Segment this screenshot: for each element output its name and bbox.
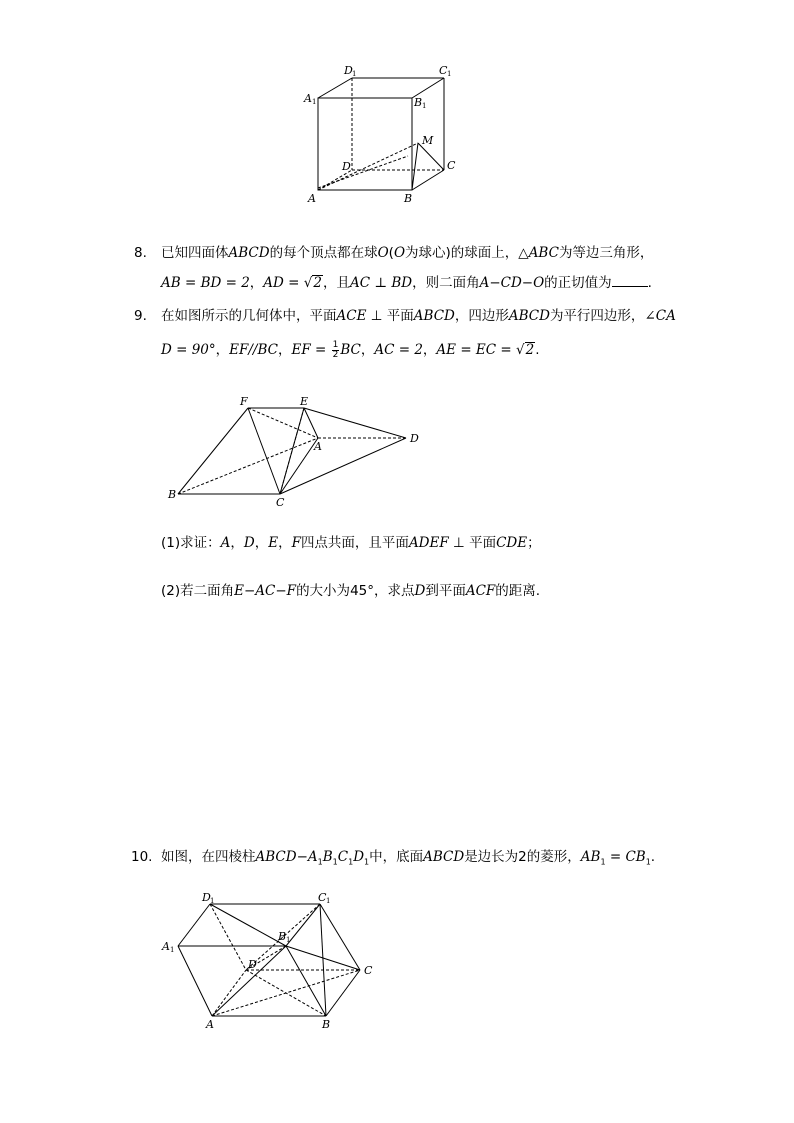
label-c: C [276,496,285,509]
label-e: E [300,395,309,408]
edge-b1-c1 [412,78,444,98]
figure-polyhedron [160,390,430,510]
svg-text:1: 1 [422,102,427,110]
question-8-line-2: AB = BD = 2，AD = √2，且AC ⊥ BD，则二面角A−CD−O的正切值为 . [161,275,652,291]
label-a: A [206,1018,214,1031]
question-9-part-2: (2)若二面角E−AC−F的大小为45°，求点D到平面ACF的距离. [161,583,541,599]
question-9-line-2: D = 90°，EF//BC，EF = $\frac{1}{2}$ BC，AC = 2，AE = EC = √2. [161,339,540,360]
label-b1: B [278,930,287,943]
label-f: F [240,395,248,408]
question-9-part-1: (1)求证：A，D，E，F四点共面，且平面ADEF ⊥ 平面CDE； [161,535,541,551]
edge-b-c [412,170,444,190]
label-b: B [322,1018,331,1031]
svg-text:1: 1 [447,70,452,78]
label-c1: C [439,64,448,77]
label-a: A [308,192,316,205]
label-d: D [342,160,351,173]
label-d1: D [344,64,353,77]
label-d: D [248,958,257,971]
svg-text:1: 1 [210,897,215,905]
label-a1: A [304,92,312,105]
svg-text:1: 1 [352,70,357,78]
label-m: M [422,134,434,147]
question-9-number: 9. [134,308,147,324]
label-d: D [410,432,419,445]
label-b: B [404,192,413,205]
label-d1: D [202,891,211,904]
svg-text:1: 1 [326,897,331,905]
answer-blank [612,274,648,287]
label-c: C [364,964,373,977]
fraction-one-half: $\frac{1}{2}$ [332,339,339,360]
edge-a-d-hidden [318,170,352,190]
figure-cube [300,60,470,210]
edge-a1-d1 [318,78,352,98]
label-b1: B [414,96,423,109]
svg-text:1: 1 [286,936,291,944]
label-c1: C [318,891,327,904]
question-8-line-1: 已知四面体ABCD的每个顶点都在球O(O为球心)的球面上，△ABC为等边三角形， [161,245,654,261]
label-b: B [168,488,177,501]
seg-m-c [418,143,444,170]
svg-text:1: 1 [312,98,317,106]
question-10-line-1: 如图，在四棱柱$ABCD-A_1B_1C_1D_1$中，底面ABCD是边长为2的菱形，$AB_1 = CB_1$. [161,849,656,867]
svg-text:1: 1 [170,946,175,954]
label-c: C [447,159,456,172]
cube-front-face [318,98,412,190]
question-10-number: 10. [131,849,153,865]
label-a: A [314,440,322,453]
figure-prism [160,888,390,1038]
seg-m-b [412,143,418,190]
question-8-number: 8. [134,245,147,261]
label-a1: A [162,940,170,953]
question-9-line-1: 在如图所示的几何体中，平面ACE ⊥ 平面ABCD，四边形ABCD为平行四边形，∠CA [161,308,676,324]
